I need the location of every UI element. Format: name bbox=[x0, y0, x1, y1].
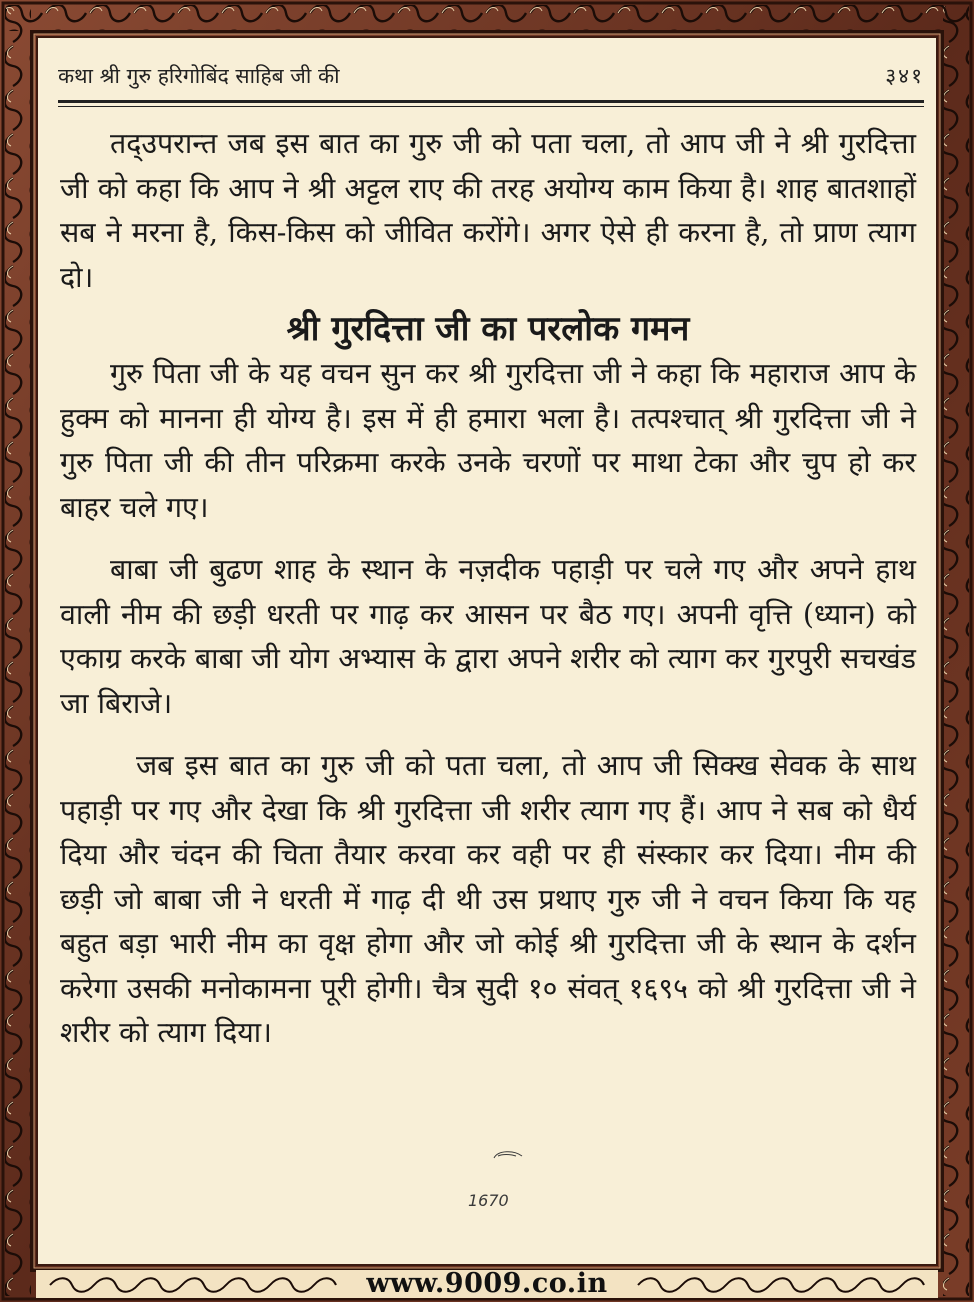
page-header bbox=[58, 60, 924, 108]
handwritten-year: 1670 bbox=[468, 1191, 509, 1210]
running-title: कथा श्री गुरु हरिगोबिंद साहिब जी की bbox=[58, 64, 340, 88]
page-number: ३४१ bbox=[885, 64, 924, 88]
handwritten-annotation bbox=[464, 1144, 554, 1214]
header-rule-thin bbox=[58, 106, 924, 107]
paragraph-1: तद्उपरान्त जब इस बात का गुरु जी को पता चला, तो आप जी ने श्री गुरदित्ता जी को कहा कि आप ने श्री अट्टल राए की तरह अयोग्य काम किया है। शाह बातशाहों सब ने मरना है, किस-किस को जीवित करोंगे। अगर ऐसे ही करना है, तो प्राण त्याग दो। bbox=[60, 127, 916, 294]
paragraph-3: बाबा जी बुढण शाह के स्थान के नज़दीक पहाड़ी पर चले गए और अपने हाथ वाली नीम की छड़ी धरती पर गाढ़ कर आसन पर बैठ गए। अपनी वृत्ति (ध्यान) को एकाग्र करके बाबा जी योग अभ्यास के द्वारा अपने शरीर को त्याग कर गुरपुरी सचखंड जा बिराजे। bbox=[60, 553, 916, 720]
paragraph-2: गुरु पिता जी के यह वचन सुन कर श्री गुरदित्ता जी ने कहा कि महाराज आप के हुक्म को मानना ही योग्य है। इस में ही हमारा भला है। तत्पश्चात् श्री गुरदित्ता जी ने गुरु पिता जी की तीन परिक्रमा करके उनके चरणों पर माथा टेका और चुप हो कर बाहर चले गए। bbox=[60, 357, 916, 524]
footer-website-link[interactable]: www.9009.co.in bbox=[366, 1268, 608, 1299]
header-rule bbox=[58, 100, 924, 103]
paragraph-4: जब इस बात का गुरु जी को पता चला, तो आप जी सिक्ख सेवक के साथ पहाड़ी पर गए और देखा कि श्री गुरदित्ता जी शरीर त्याग गए हैं। आप ने सब को धैर्य दिया और चंदन की चिता तैयार करवा कर वही पर ही संस्कार कर दिया। नीम की छड़ी जो बाबा जी ने धरती में गाढ़ दी थी उस प्रथाए गुरु जी ने वचन किया कि यह बहुत बड़ा भारी नीम का वृक्ष होगा और जो कोई श्री गुरदित्ता जी के स्थान के दर्शन करेगा उसकी मनोकामना पूरी होगी। चैत्र सुदी १० संवत् १६९५ को श्री गुरदित्ता जी ने शरीर को त्याग दिया। bbox=[60, 749, 916, 1049]
section-heading: श्री गुरदित्ता जी का परलोक गमन bbox=[286, 309, 690, 349]
page-body bbox=[60, 122, 916, 1056]
book-page bbox=[36, 36, 938, 1266]
